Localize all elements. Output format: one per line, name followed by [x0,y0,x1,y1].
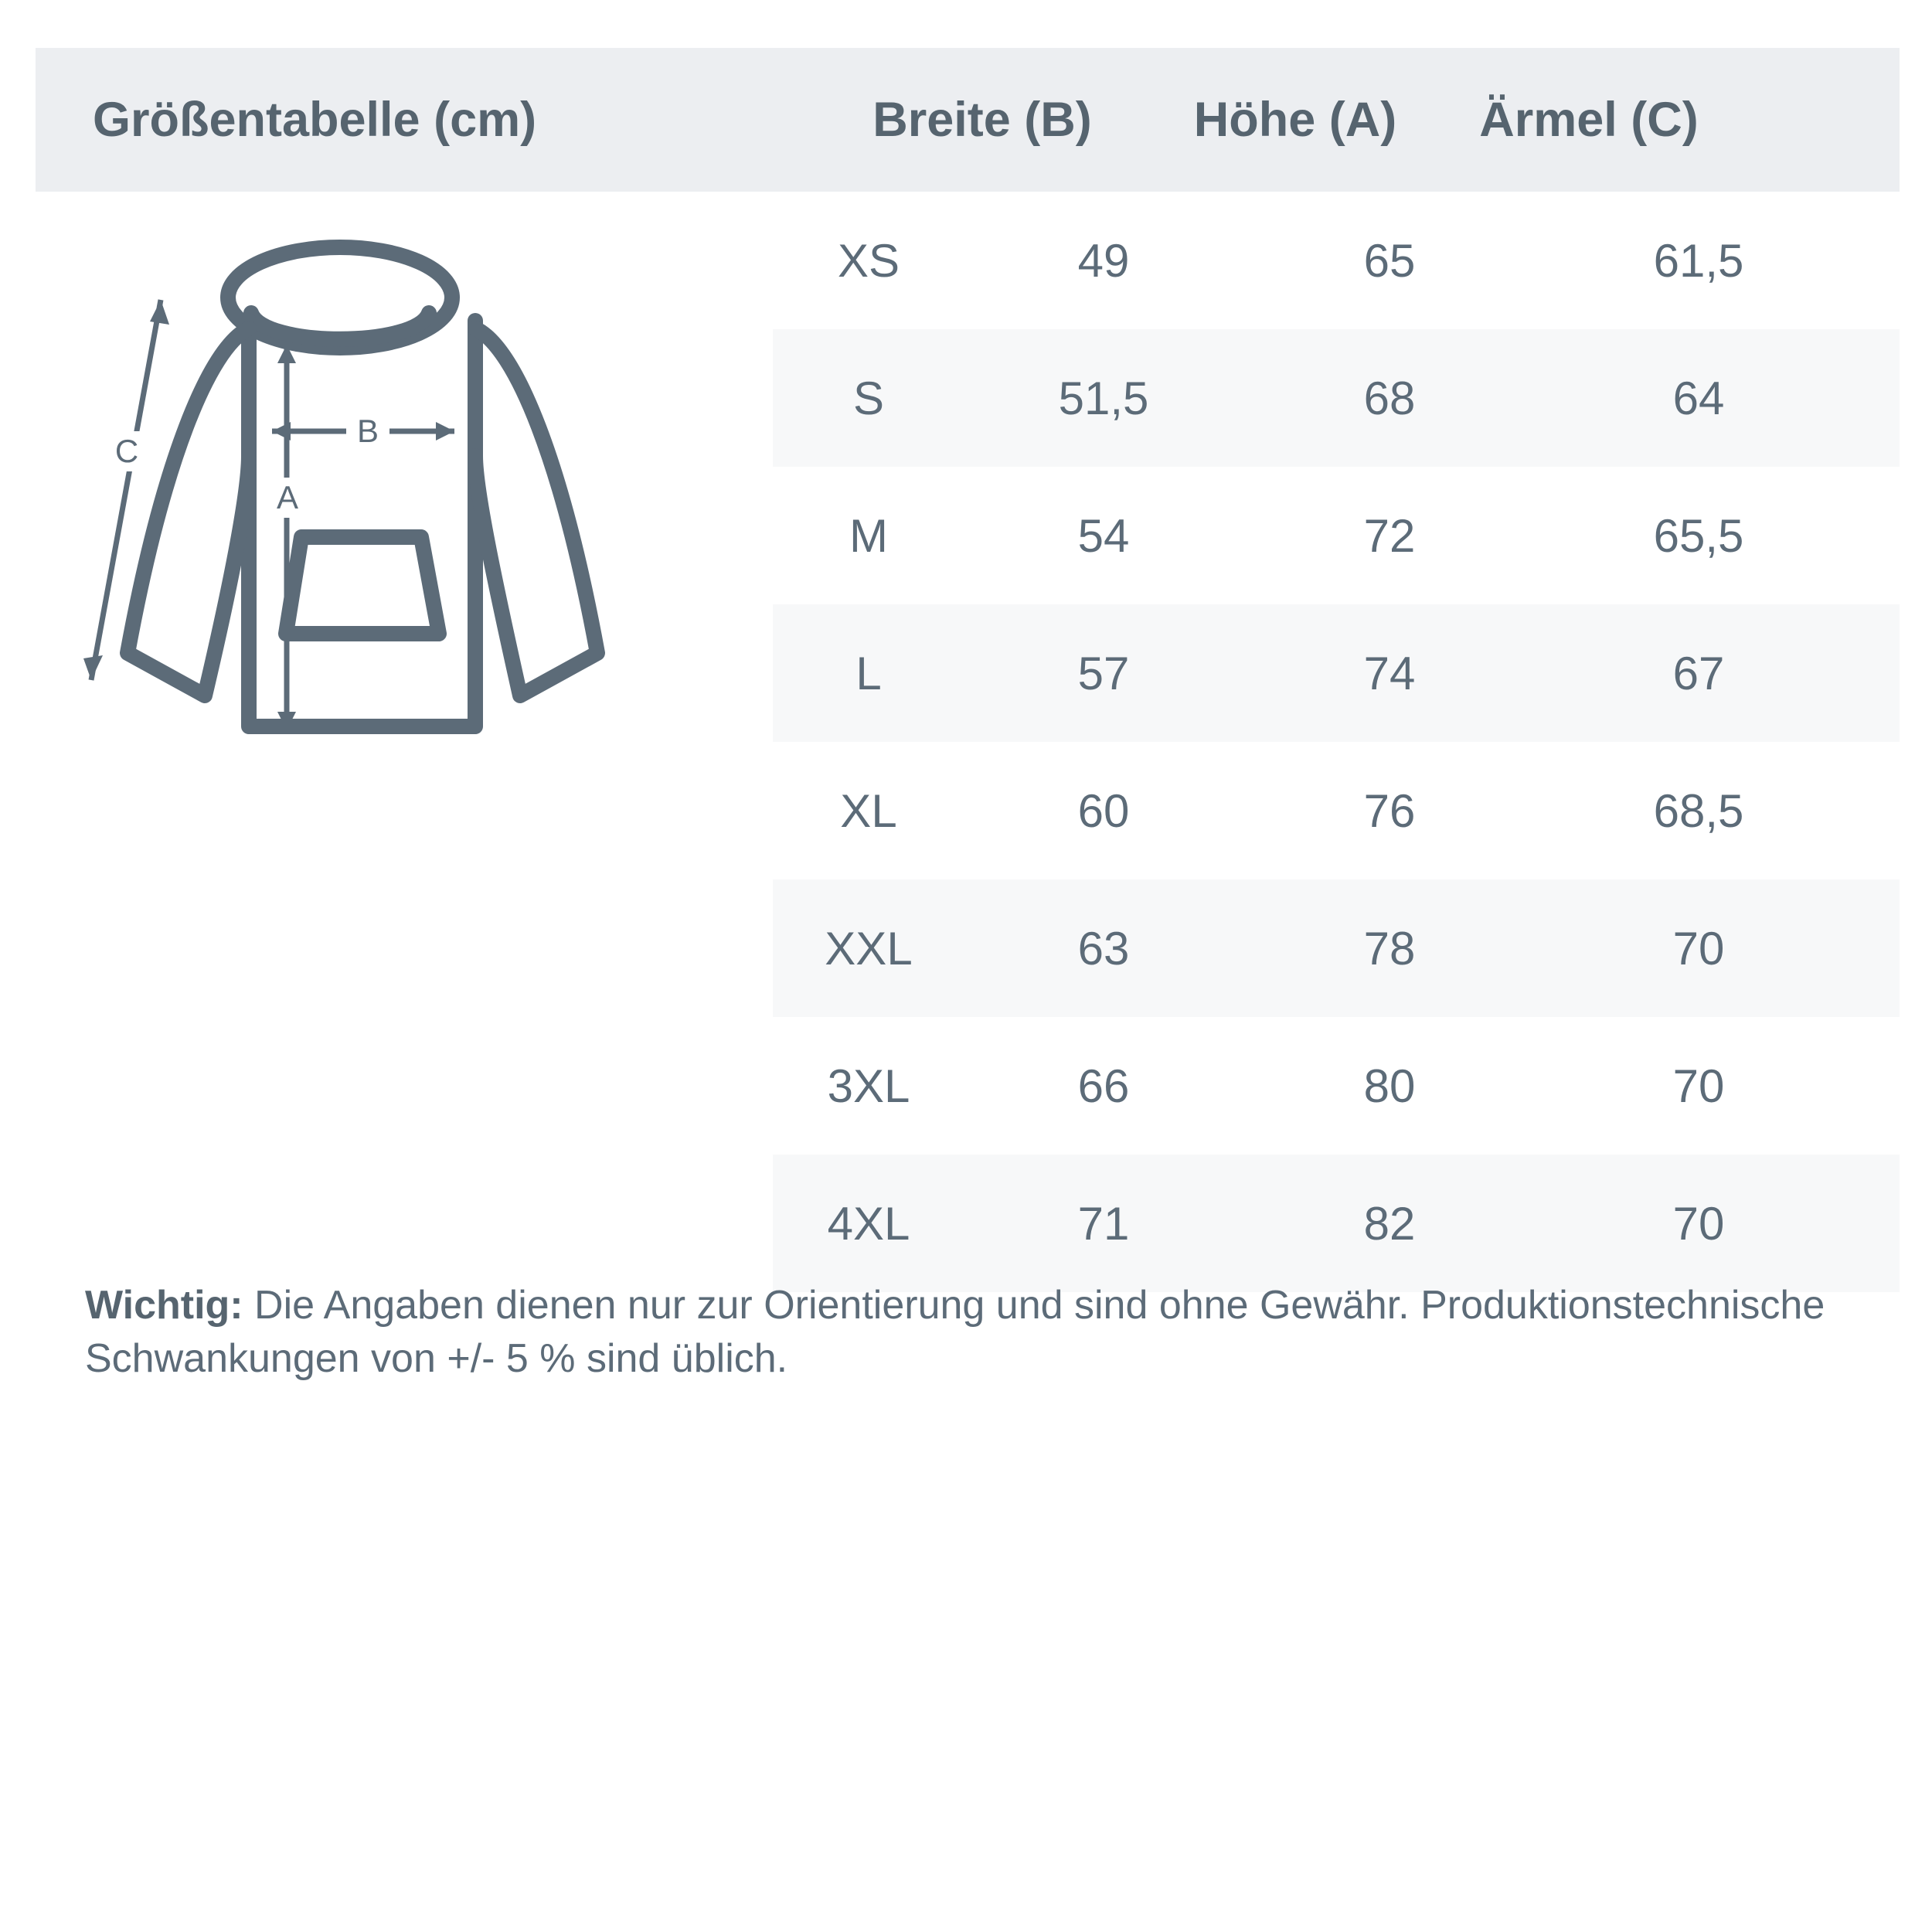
cell-size: XXL [825,922,913,975]
cell-width: 66 [1077,1060,1130,1112]
size-table [773,192,1900,1292]
cell-sleeve: 70 [1672,922,1725,975]
cell-width: 57 [1077,647,1130,699]
cell-size: M [849,509,888,562]
hoodie-measurement-diagram [70,232,750,819]
cell-width: 63 [1077,922,1130,975]
column-headers [808,92,1906,148]
cell-width: 71 [1077,1197,1130,1250]
label-width: B [356,413,379,449]
table-row [773,329,1900,467]
cell-height: 76 [1363,784,1416,837]
table-row [773,1155,1900,1292]
cell-size: 3XL [827,1060,910,1112]
cell-width: 60 [1077,784,1130,837]
cell-sleeve: 68,5 [1653,784,1744,837]
table-row [773,467,1900,604]
cell-width: 54 [1077,509,1130,562]
cell-sleeve: 61,5 [1653,234,1744,287]
cell-sleeve: 65,5 [1653,509,1744,562]
table-header-band [36,48,1900,192]
cell-size: XL [840,784,897,837]
cell-size: S [852,372,885,424]
cell-sleeve: 64 [1672,372,1725,424]
column-header-height: Höhe (A) [1193,93,1397,147]
cell-sleeve: 70 [1672,1060,1725,1112]
page-title: Größentabelle (cm) [93,93,537,147]
cell-height: 74 [1363,647,1416,699]
column-header-sleeve: Ärmel (C) [1479,93,1699,147]
cell-size: 4XL [827,1197,910,1250]
table-row [773,192,1900,329]
disclaimer-note [85,1279,1878,1385]
table-row [773,742,1900,879]
label-height: A [276,479,299,515]
disclaimer-label: Wichtig: [85,1283,243,1328]
label-sleeve: C [114,433,139,469]
cell-width: 51,5 [1058,372,1149,424]
cell-height: 78 [1363,922,1416,975]
table-row [773,604,1900,742]
cell-size: L [855,647,882,699]
cell-height: 82 [1363,1197,1416,1250]
table-row [773,879,1900,1017]
column-header-width: Breite (B) [872,93,1092,147]
cell-height: 72 [1363,509,1416,562]
cell-height: 65 [1363,234,1416,287]
table-row [773,1017,1900,1155]
cell-sleeve: 67 [1672,647,1725,699]
cell-sleeve: 70 [1672,1197,1725,1250]
cell-width: 49 [1077,234,1130,287]
cell-height: 80 [1363,1060,1416,1112]
disclaimer-text: Die Angaben dienen nur zur Orientierung und sind ohne Gewähr. Produktionstechnische Schwankungen von +/- 5 % sind üblich. [85,1283,1825,1381]
cell-size: XS [837,234,900,287]
cell-height: 68 [1363,372,1416,424]
